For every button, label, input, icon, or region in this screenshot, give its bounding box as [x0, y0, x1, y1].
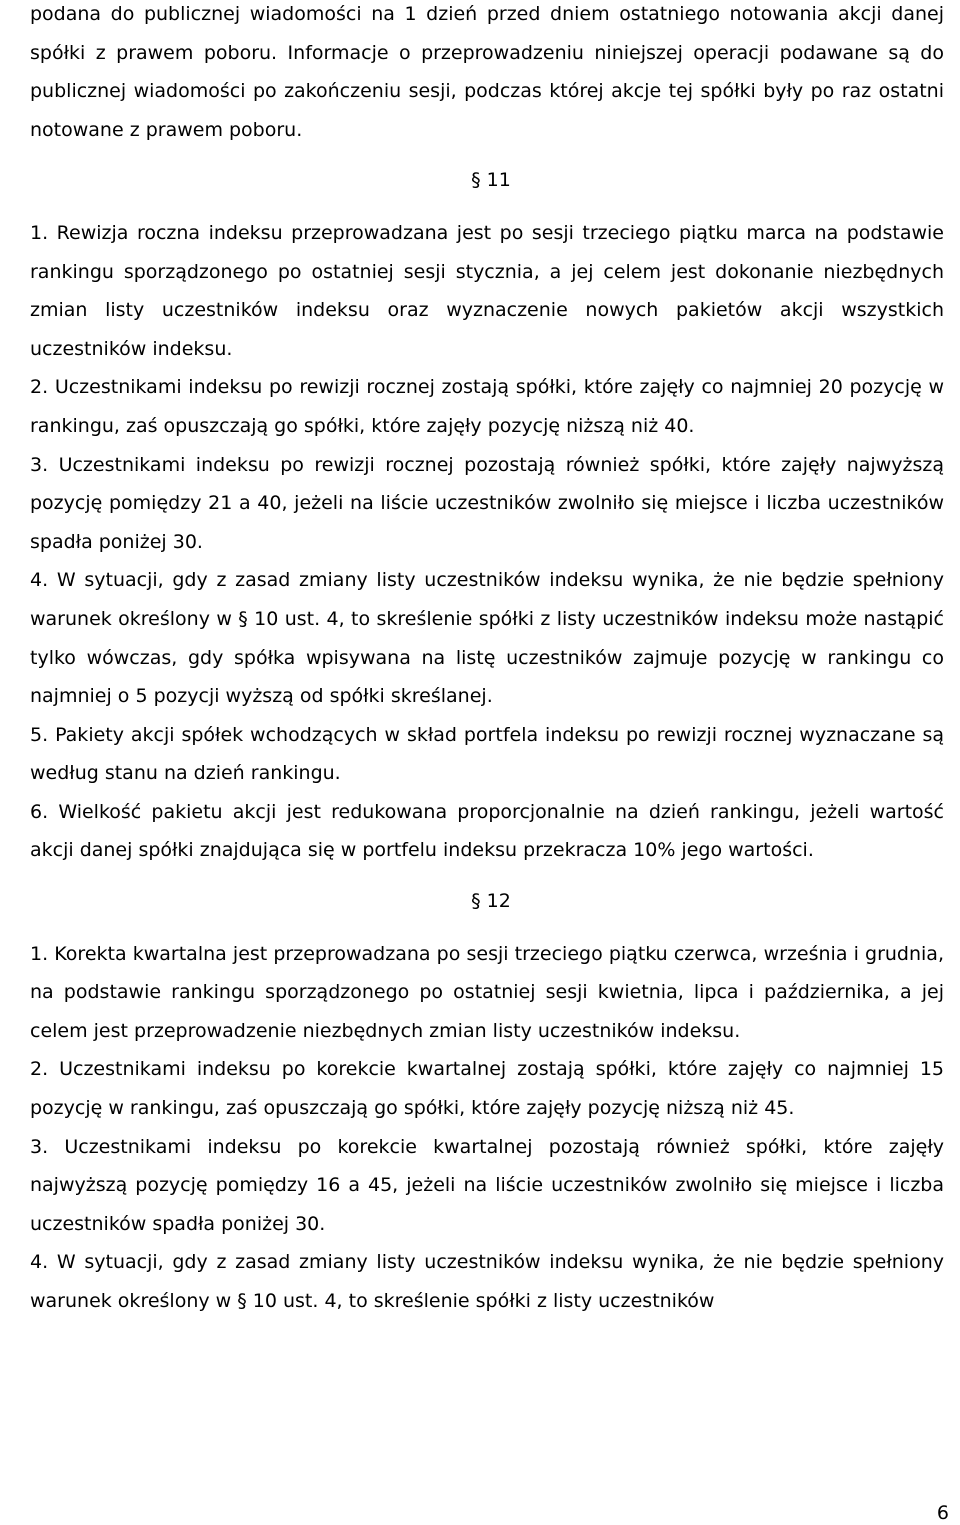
item-text: Pakiety akcji spółek wchodzących w skład portfela indeksu po rewizji rocznej wyznaczane są według stanu na dzień rankingu. — [30, 723, 944, 785]
item-text: Korekta kwartalna jest przeprowadzana po sesji trzeciego piątku czerwca, września i grudnia, na podstawie rankingu sporządzonego po ostatniej sesji kwietnia, lipca i października, a jej celem jest przeprowadzenie niezbędnych zmian listy uczestników indeksu. — [30, 942, 944, 1042]
item-text: Uczestnikami indeksu po korekcie kwartalnej pozostają również spółki, które zajęły najwyższą pozycję pomiędzy 16 a 45, jeżeli na liście uczestników zwolniło się miejsce i liczba uczestników spadła poniżej 30. — [30, 1135, 944, 1235]
list-item — [30, 1243, 944, 1320]
item-text: Uczestnikami indeksu po rewizji rocznej pozostają również spółki, które zajęły najwyższą pozycję pomiędzy 21 a 40, jeżeli na liście uczestników zwolniło się miejsce i liczba uczestników spadła poniżej 30. — [30, 453, 944, 553]
item-number: 1. — [30, 942, 49, 965]
list-item — [30, 446, 944, 562]
section-heading: § 11 — [471, 169, 511, 192]
list-item — [30, 1128, 944, 1244]
document-page — [30, 0, 944, 1321]
list-item — [30, 214, 944, 368]
item-number: 2. — [30, 376, 49, 399]
section-heading: § 12 — [471, 890, 511, 913]
item-number: 3. — [30, 1135, 49, 1158]
item-number: 4. — [30, 1251, 49, 1274]
list-item — [30, 793, 944, 870]
item-text: Rewizja roczna indeksu przeprowadzana jest po sesji trzeciego piątku marca na podstawie rankingu sporządzonego po ostatniej sesji stycznia, a jej celem jest dokonanie niezbędnych zmian listy uczestników indeksu oraz wyznaczenie nowych pakietów akcji wszystkich uczestników indeksu. — [30, 221, 944, 360]
item-text: W sytuacji, gdy z zasad zmiany listy uczestników indeksu wynika, że nie będzie spełniony warunek określony w § 10 ust. 4, to skreślenie spółki z listy uczestników indeksu może nastąpić tylko wówczas, gdy spółka wpisywana na listę uczestników zajmuje pozycję w rankingu co najmniej o 5 pozycji wyższą od spółki skreślanej. — [30, 569, 944, 708]
item-number: 4. — [30, 569, 49, 592]
list-item — [30, 716, 944, 793]
item-text: Uczestnikami indeksu po rewizji rocznej zostają spółki, które zajęły co najmniej 20 pozycję w rankingu, zaś opuszczają go spółki, które zajęły pozycję niższą niż 40. — [30, 376, 945, 437]
list-item — [30, 561, 944, 715]
item-text: W sytuacji, gdy z zasad zmiany listy uczestników indeksu wynika, że nie będzie spełniony warunek określony w § 10 ust. 4, to skreślenie spółki z listy uczestników — [30, 1251, 944, 1312]
item-number: 6. — [30, 800, 49, 823]
page-number: 6 — [936, 1502, 949, 1524]
intro-paragraph: podana do publicznej wiadomości na 1 dzień przed dniem ostatniego notowania akcji danej spółki z prawem poboru. Informacje o przeprowadzeniu niniejszej operacji podawane są do publicznej wiadomości po zakończeniu sesji, podczas której akcje tej spółki były po raz ostatni notowane z prawem poboru. — [30, 3, 944, 141]
item-text: Wielkość pakietu akcji jest redukowana proporcjonalnie na dzień rankingu, jeżeli wartość akcji danej spółki znajdująca się w portfelu indeksu przekracza 10% jego wartości. — [30, 800, 944, 862]
item-number: 2. — [30, 1058, 49, 1081]
item-number: 5. — [30, 723, 49, 746]
section-12 — [30, 882, 944, 1321]
list-item — [30, 1050, 944, 1127]
numbered-list — [30, 935, 944, 1321]
list-item — [30, 368, 944, 445]
item-number: 1. — [30, 221, 49, 244]
section-11 — [30, 161, 944, 870]
item-number: 3. — [30, 453, 49, 476]
list-item — [30, 935, 944, 1051]
numbered-list — [30, 214, 944, 870]
item-text: Uczestnikami indeksu po korekcie kwartalnej zostają spółki, które zajęły co najmniej 15 pozycję w rankingu, zaś opuszczają go spółki, które zajęły pozycję niższą niż 45. — [30, 1058, 944, 1120]
